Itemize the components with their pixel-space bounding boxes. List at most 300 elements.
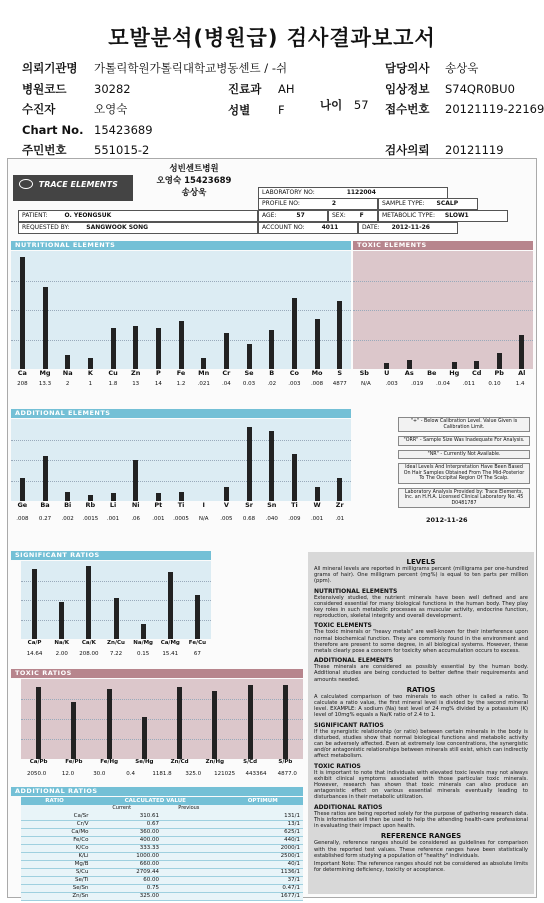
toxic-chart [353, 251, 533, 369]
chart-bar [43, 287, 48, 369]
gridline [11, 281, 351, 282]
gridline [21, 699, 303, 700]
element-label: B [269, 369, 275, 377]
ratio-current: 400.00 [92, 836, 163, 844]
ratio-label: Fe/Pb [65, 759, 83, 765]
info-value: 30282 [94, 81, 131, 96]
ratio-previous [162, 876, 233, 884]
section-text: Extensively studied, the nutrient minerals have been well defined and are considered essential for many biological functions in the human body. They play key roles in such metabolic processes as muscular activity, endocrine function, reproduction, skeletal integrity and overall development. [314, 594, 528, 620]
info-key: 의뢰기관명 [22, 61, 78, 75]
section-text: These minerals are considered as possibly essential by the human body. Additional studies are being conducted to better define their requirements and amounts needed. [314, 664, 528, 683]
chart-bar [337, 478, 342, 501]
element-label: Zn [131, 369, 141, 377]
chart-bar [111, 493, 116, 501]
ratio-value: 121025 [214, 771, 236, 777]
element-value: 1.4 [515, 381, 525, 387]
chart-bar [107, 689, 112, 759]
age-value: 57 [353, 98, 369, 112]
element-label: Mn [198, 369, 210, 377]
age-label: 나이 [320, 98, 343, 112]
legend-item: "ORR" - Sample Size Was Inadequate For Analysis. [398, 436, 530, 446]
gridline [353, 281, 533, 282]
ratio-value: 443364 [245, 771, 267, 777]
chart-bar [156, 328, 161, 369]
element-label: W [313, 501, 321, 509]
note-text: Important Note: The reference ranges should not be considered as absolute limits for determining deficiency, toxicity or acceptance. [314, 860, 528, 874]
chart-bar [88, 358, 93, 369]
section-text: If the synergistic relationship (or ratio) between certain minerals in the body is disturbed, studies show that normal biological functions and metabolic activity can be adversely affected. Even at extremely low concentrations, the synergistic and/or antagonistic relationships between minerals still exist, which can indirectly affect metabolism. [314, 728, 528, 760]
table-row [21, 828, 303, 836]
hospital-name: 성빈센트병원 [169, 164, 219, 174]
element-label: As [404, 369, 414, 377]
ratio-name: Zn/Sn [21, 892, 92, 900]
chart-bar [179, 492, 184, 501]
ratio-previous [162, 868, 233, 876]
ratio-name: Se/Ti [21, 876, 92, 884]
element-value: .02 [267, 381, 277, 387]
gridline [21, 739, 303, 740]
chart-bar [497, 353, 502, 369]
element-label: Cu [108, 369, 118, 377]
element-value: 14 [154, 381, 162, 387]
chart-bar [71, 702, 76, 759]
chart-bar [111, 328, 116, 369]
element-value: .06 [131, 516, 141, 522]
info-value: 20121119 [445, 143, 504, 157]
logo-text: TRACE ELEMENTS [38, 179, 118, 189]
additional-chart [11, 419, 351, 501]
element-label: Mo [311, 369, 323, 377]
element-label: K [87, 369, 93, 377]
info-value: 가톨릭학원가톨릭대학교병동센트 / -쉬 [94, 61, 288, 75]
info-key: Chart No. [22, 122, 84, 137]
chart-bar [179, 321, 184, 369]
ratio-label: Se/Hg [135, 759, 154, 765]
ratio-value: 30.0 [93, 771, 106, 777]
profile-box: PROFILE NO: 2 [258, 198, 378, 210]
element-label: Li [109, 501, 117, 509]
ratio-value: 12.0 [61, 771, 75, 777]
element-label: Hg [449, 369, 460, 377]
element-value: 13.3 [38, 381, 52, 387]
lab-no-box: LABORATORY NO: 1122004 [258, 187, 448, 199]
ratio-optimum: 1136/1 [233, 868, 304, 876]
explanations [308, 552, 534, 894]
gridline [11, 310, 351, 311]
lab-logo [13, 175, 133, 201]
gridline [353, 340, 533, 341]
table-row [21, 860, 303, 868]
ratios-heading: RATIOS [406, 685, 436, 694]
chart-bar [142, 717, 147, 759]
element-value: .003 [385, 381, 398, 387]
additional-labels [11, 501, 351, 509]
levels-heading: LEVELS [406, 558, 436, 566]
info-key: 진료과 [228, 82, 262, 96]
chart-bar [224, 333, 229, 369]
ratio-optimum: 131/1 [233, 812, 304, 820]
ratio-label: S/Pb [278, 759, 293, 765]
ratio-label: Ca/Pb [29, 759, 48, 765]
chart-bar [269, 431, 274, 501]
info-value: 15423689 [94, 122, 153, 137]
ratio-value: 208.00 [79, 651, 99, 657]
chart-bar [452, 362, 457, 369]
age-field [320, 97, 369, 113]
section-text: The toxic minerals or "heavy metals" are well-known for their interference upon normal biochemical function. They are commonly found in the environment and therefore are present to some degree, in all biological systems. However, these metals clearly pose a concern for toxicity when accumulation occurs to excess. [314, 629, 528, 655]
chart-bar [141, 624, 146, 639]
ratio-previous [162, 852, 233, 860]
gridline [21, 581, 211, 582]
chart-bar [224, 487, 229, 501]
ratio-value: 67 [193, 651, 201, 657]
legend-item: "NR" - Currently Not Available. [398, 450, 530, 460]
element-value: 0.68 [242, 516, 256, 522]
ratio-previous [162, 892, 233, 900]
ratio-current: 333.33 [92, 844, 163, 852]
info-value: AH [278, 82, 295, 96]
table-row [21, 884, 303, 892]
ratio-optimum: 40/1 [233, 860, 304, 868]
element-value: .0.04 [436, 381, 451, 387]
info-row [385, 120, 544, 141]
ratio-name: S/Cu [21, 868, 92, 876]
ratio-value: 0.4 [126, 771, 136, 777]
info-row [22, 120, 287, 141]
element-label: Co [289, 369, 300, 377]
chart-bar [20, 478, 25, 501]
element-label: Al [518, 369, 526, 377]
col-ratio: RATIO [45, 798, 64, 804]
info-key: 임상정보 [385, 81, 430, 96]
chart-bar [247, 344, 252, 369]
sex-box: SEX: F [328, 210, 378, 222]
info-row [385, 79, 544, 100]
ratio-previous [162, 820, 233, 828]
chart-bar [337, 301, 342, 369]
ratio-current: 0.75 [92, 884, 163, 892]
ratio-previous [162, 828, 233, 836]
ratio-optimum: 0.47/1 [233, 884, 304, 892]
element-value: N/A [198, 516, 209, 522]
section-heading: ADDITIONAL RATIOS [314, 803, 383, 811]
col-optimum: OPTIMUM [247, 798, 278, 804]
report-scan [7, 158, 537, 898]
gridline [11, 440, 351, 441]
info-mid [228, 79, 295, 120]
info-key: 수진자 [22, 102, 56, 116]
element-label: Na [62, 369, 73, 377]
ratio-label: Na/K [54, 640, 69, 646]
info-key: 주민번호 [22, 143, 67, 157]
info-value: 551015-2 [94, 143, 150, 157]
ratio-value: 7.22 [109, 651, 123, 657]
element-value: 0.10 [488, 381, 501, 387]
info-value: 오영숙 [94, 102, 128, 116]
chart-bar [43, 456, 48, 501]
add-ratio-title: ADDITIONAL RATIOS [11, 787, 303, 796]
element-value: .008 [16, 516, 29, 522]
element-label: Ni [131, 501, 140, 509]
nutritional-values [11, 381, 351, 387]
ratio-label: Zn/Cd [170, 759, 189, 765]
chart-bar [133, 460, 138, 501]
additional-values [11, 516, 351, 522]
ratio-previous [162, 812, 233, 820]
info-row [22, 58, 287, 79]
section-heading: SIGNIFICANT RATIOS [314, 721, 384, 729]
tox-ratio-chart [21, 679, 303, 759]
table-row [21, 868, 303, 876]
section-heading: NUTRITIONAL ELEMENTS [314, 587, 398, 595]
ratio-current: 660.00 [92, 860, 163, 868]
ratio-label: Fe/Cu [188, 640, 207, 646]
table-row [21, 812, 303, 820]
chart-bar [36, 687, 41, 759]
element-label: Sn [267, 501, 277, 509]
meta-box: METABOLIC TYPE: SLOW1 [378, 210, 508, 222]
chart-bar [20, 257, 25, 369]
col-previous: Previous [178, 805, 200, 811]
ratio-optimum: 2000/1 [233, 844, 304, 852]
sig-chart [21, 561, 211, 639]
ratio-previous [162, 860, 233, 868]
ratio-value: 325.0 [185, 771, 202, 777]
ratio-previous [162, 844, 233, 852]
ratio-value: 2.00 [55, 651, 68, 657]
element-label: P [155, 369, 161, 377]
section-text: All mineral levels are reported in milligrams percent (milligrams per one-hundred grams of hair). One milligram percent (mg%) is equal to ten parts per million (ppm). [314, 566, 528, 585]
info-row [228, 79, 295, 100]
element-label: Rb [85, 501, 96, 509]
ratio-name: Se/Sn [21, 884, 92, 892]
tox-ratio-values [21, 771, 303, 777]
sig-values [21, 651, 211, 657]
patient-box: PATIENT: O. YEONGSUK [18, 210, 258, 222]
chart-bar [247, 427, 252, 501]
table-row [21, 892, 303, 900]
ratio-value: 4877.0 [277, 771, 297, 777]
sig-title: SIGNIFICANT RATIOS [11, 551, 211, 560]
element-value: .040 [265, 516, 278, 522]
element-value: .001 [152, 516, 165, 522]
chart-bar [86, 566, 91, 639]
ratio-optimum: 625/1 [233, 828, 304, 836]
element-value: .019 [411, 381, 424, 387]
chart-bar [315, 319, 320, 369]
ratio-label: S/Cd [243, 759, 258, 765]
element-label: Ca [17, 369, 27, 377]
chart-bar [65, 492, 70, 501]
info-row [228, 100, 295, 121]
element-label: Zr [335, 501, 344, 509]
chart-bar [283, 685, 288, 759]
ratio-name: Cr/V [21, 820, 92, 828]
ratio-current: 310.61 [92, 812, 163, 820]
ratio-label: Fe/Hg [100, 759, 119, 765]
ratio-value: 2050.0 [27, 771, 47, 777]
gridline [11, 481, 351, 482]
page-title: 모발분석(병원급) 검사결과보고서 [108, 26, 436, 50]
table-row [21, 852, 303, 860]
info-row [385, 58, 544, 79]
element-label: Sb [359, 369, 369, 377]
chart-bar [32, 569, 37, 639]
info-value: 20121119-22169 [445, 102, 544, 116]
table-row [21, 820, 303, 828]
info-key: 담당의사 [385, 61, 430, 75]
logo-icon [19, 179, 33, 189]
chart-bar [59, 602, 64, 639]
ratio-current: 60.00 [92, 876, 163, 884]
table-row [21, 844, 303, 852]
sig-labels [21, 640, 211, 646]
chart-bar [315, 487, 320, 501]
element-label: Ti [177, 501, 185, 509]
ref-heading: REFERENCE RANGES [380, 832, 462, 841]
element-value: 1.2 [176, 381, 186, 387]
info-row [385, 99, 544, 120]
chart-bar [65, 355, 70, 369]
element-label: Cr [222, 369, 231, 377]
ratio-current: 0.67 [92, 820, 163, 828]
ratio-current: 1000.00 [92, 852, 163, 860]
ratio-optimum: 1677/1 [233, 892, 304, 900]
info-value: 송상욱 [445, 61, 479, 75]
element-label: Pb [494, 369, 504, 377]
chart-bar [177, 687, 182, 759]
element-label: Ti [291, 501, 298, 509]
additional-title: ADDITIONAL ELEMENTS [11, 409, 351, 418]
element-value: N/A [360, 381, 371, 387]
element-label: Bi [64, 501, 72, 509]
element-value: 208 [17, 381, 28, 387]
section-heading: TOXIC ELEMENTS [314, 622, 372, 630]
legend-item: Ideal Levels And Interpretation Have Been Based On Hair Samples Obtained From The Mid-Posterior To The Occipital Region Of The Scalp. [398, 463, 530, 484]
ratio-current: 325.00 [92, 892, 163, 900]
element-label: Mg [39, 369, 51, 377]
chart-bar [519, 335, 524, 369]
chart-bar [133, 326, 138, 369]
info-key: 성별 [228, 102, 251, 117]
chart-bar [212, 691, 217, 759]
ref-text: Generally, reference ranges should be considered as guidelines for comparison with the reported test values. These reference ranges have been statistically established form studying a population of "healthy" individuals. [314, 840, 528, 859]
legend-item: Laboratory Analysis Provided by: Trace Elements, Inc. an H.H.A. Licensed Clinical Laboratory No. 45 D0481787 [398, 488, 530, 509]
element-value: .005 [220, 516, 233, 522]
info-key: 검사의뢰 [385, 143, 430, 157]
section-heading: ADDITIONAL ELEMENTS [314, 657, 394, 665]
ratio-name: Mg/B [21, 860, 92, 868]
element-value: 1 [88, 381, 93, 387]
info-key: 병원코드 [22, 81, 67, 96]
tox-ratio-title: TOXIC RATIOS [11, 669, 303, 678]
chart-bar [114, 598, 119, 639]
element-value: .003 [288, 381, 301, 387]
date-box: DATE: 2012-11-26 [358, 222, 458, 234]
element-value: .009 [288, 516, 301, 522]
ratio-name: K/Co [21, 844, 92, 852]
element-label: Cd [472, 369, 482, 377]
element-value: 13 [132, 381, 140, 387]
element-value: .008 [310, 381, 324, 387]
ratio-value: 14.64 [26, 651, 43, 657]
toxic-title: TOXIC ELEMENTS [353, 241, 533, 250]
nutritional-chart [11, 251, 351, 369]
info-value: F [278, 102, 285, 117]
element-label: Se [244, 369, 254, 377]
chart-bar [269, 330, 274, 369]
element-value: 1.8 [108, 381, 118, 387]
patient-kor: 오영숙 15423689 [156, 176, 232, 186]
info-key: 접수번호 [385, 102, 430, 116]
element-value: .021 [197, 381, 210, 387]
ratio-name: Ca/Mo [21, 828, 92, 836]
req-box: REQUESTED BY: SANGWOOK SONG [18, 222, 258, 234]
chart-bar [292, 454, 297, 501]
chart-bar [248, 685, 253, 759]
ratio-label: Ca/K [81, 640, 96, 646]
element-label: Be [427, 369, 437, 377]
element-value: .011 [462, 381, 475, 387]
acct-box: ACCOUNT NO: 4011 [258, 222, 358, 234]
element-label: Ba [40, 501, 50, 509]
nutritional-title: NUTRITIONAL ELEMENTS [11, 241, 351, 250]
toxic-values [353, 381, 533, 387]
col-calc: CALCULATED VALUE [124, 798, 186, 804]
element-label: I [202, 501, 205, 509]
chart-bar [195, 595, 200, 639]
ratio-previous [162, 884, 233, 892]
ratio-optimum: 37/1 [233, 876, 304, 884]
toxic-labels [353, 369, 533, 377]
ratio-label: Na/Mg [133, 640, 153, 646]
element-label: Fe [176, 369, 186, 377]
element-label: V [223, 501, 229, 509]
age-box: AGE: 57 [258, 210, 328, 222]
legend-item: "+" - Below Calibration Level. Value Given is Calibration Limit. [398, 417, 530, 432]
element-value: .001 [310, 516, 324, 522]
ratio-label: Zn/Hg [205, 759, 225, 765]
chart-bar [168, 572, 173, 639]
section-heading: TOXIC RATIOS [314, 762, 361, 770]
chart-bar [201, 358, 206, 369]
gridline [11, 460, 351, 461]
gridline [353, 310, 533, 311]
element-label: Ge [17, 501, 28, 509]
element-value: 4877 [332, 381, 347, 387]
legend [398, 417, 530, 512]
ratio-optimum: 2500/1 [233, 852, 304, 860]
table-row [21, 836, 303, 844]
section-text: It is important to note that individuals with elevated toxic levels may not always exhibit clinical symptoms associated with those particular toxic minerals. However, research has shown that toxic minerals can also produce an antagonistic effect on various essential minerals eventually leading to disturbances in their metabolic utilization. [314, 769, 528, 801]
handwritten-note [138, 163, 250, 199]
element-label: Pt [154, 501, 163, 509]
chart-bar [156, 493, 161, 501]
table-row [21, 876, 303, 884]
ratio-value: 15.41 [162, 651, 179, 657]
ratio-name: Ca/Sr [21, 812, 92, 820]
ratio-optimum: 440/1 [233, 836, 304, 844]
ratios-text: A calculated comparison of two minerals to each other is called a ratio. To calculate a ratio value, the first mineral level is divided by the second mineral level. EXAMPLE: A sodium (Na) test level of 24 mg% divided by a potassium (K) level of 10mg% equals a Na/K ratio of 2.4 to 1. [314, 693, 528, 719]
element-label: Sr [245, 501, 253, 509]
chart-bar [474, 361, 479, 369]
element-value: 2 [65, 381, 70, 387]
element-value: .04 [222, 381, 231, 387]
gridline [21, 719, 303, 720]
tox-ratio-labels [21, 759, 303, 765]
ratio-previous [162, 836, 233, 844]
element-value: .0005 [173, 516, 189, 522]
